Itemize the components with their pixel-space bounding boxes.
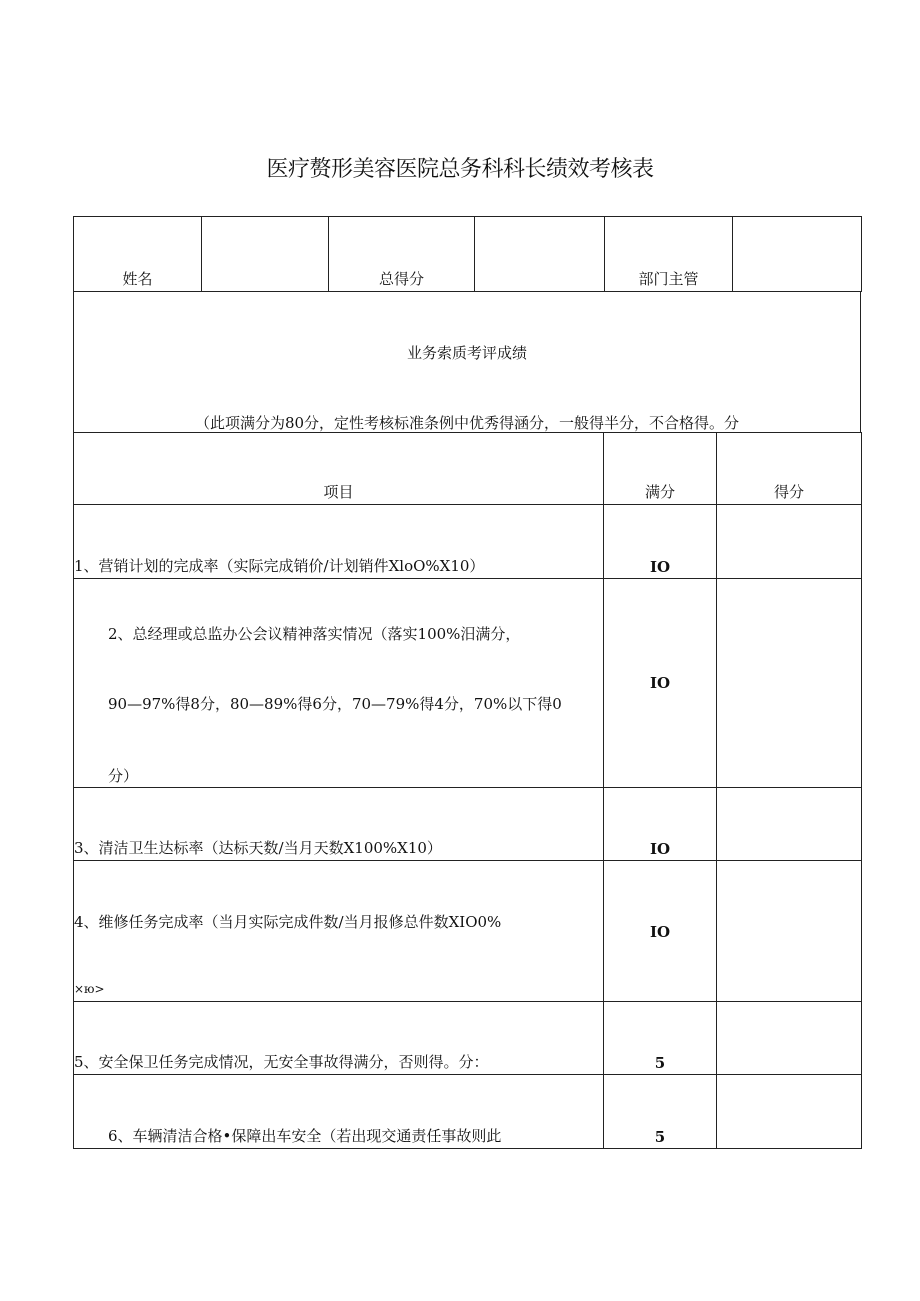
item-text bbox=[74, 861, 604, 1002]
section-cell bbox=[74, 292, 861, 433]
section-note: （此项满分为80分，定性考核标准条例中优秀得涵分，一般得半分，不合格得。分 bbox=[194, 414, 740, 432]
supervisor-label: 部门主管 bbox=[605, 217, 733, 292]
table-row bbox=[74, 579, 862, 788]
item-line: 6、车辆清洁合格•保障出车安全（若出现交通责任事故则此 bbox=[108, 1127, 502, 1145]
item-text bbox=[74, 788, 604, 861]
table-row bbox=[74, 505, 862, 579]
item-score-field[interactable] bbox=[717, 1075, 862, 1149]
item-line: 90—97%得8分，80—89%得6分，70—79%得4分，70%以下得0 bbox=[108, 695, 562, 713]
item-full-score: IO bbox=[604, 788, 717, 861]
item-text bbox=[74, 579, 604, 788]
item-score-field[interactable] bbox=[717, 861, 862, 1002]
total-score-label: 总得分 bbox=[329, 217, 475, 292]
item-full-score: 5 bbox=[604, 1075, 717, 1149]
section-row bbox=[74, 292, 861, 433]
section-title: 业务索质考评成绩 bbox=[406, 344, 527, 362]
table-row bbox=[74, 1002, 862, 1075]
column-item: 项目 bbox=[74, 433, 604, 505]
item-full-score: IO bbox=[604, 505, 717, 579]
item-line: 1、营销计划的完成率（实际完成销价/计划销件XloO%X10） bbox=[74, 557, 485, 575]
item-line: 2、总经理或总监办公会议精神落实情况（落实100%汨满分， bbox=[108, 625, 521, 643]
section-table bbox=[73, 291, 861, 433]
item-score-field[interactable] bbox=[717, 1002, 862, 1075]
table-row bbox=[74, 788, 862, 861]
item-line: 5、安全保卫任务完成情况，无安全事故得满分，否则得。分： bbox=[74, 1053, 489, 1071]
column-score: 得分 bbox=[717, 433, 862, 505]
assessment-sheet bbox=[73, 216, 861, 1149]
item-text bbox=[74, 505, 604, 579]
item-line: 4、维修任务完成率（当月实际完成件数/当月报修总件数XIO0% bbox=[74, 913, 502, 931]
item-text bbox=[74, 1002, 604, 1075]
item-full-score: IO bbox=[649, 923, 671, 941]
header-table bbox=[73, 216, 862, 292]
column-header-row bbox=[74, 433, 862, 505]
item-full-score: IO bbox=[649, 674, 671, 692]
table-row bbox=[74, 861, 862, 1002]
items-table bbox=[73, 432, 862, 1149]
name-field[interactable] bbox=[202, 217, 329, 292]
item-line: 3、清洁卫生达标率（达标天数/当月天数X100%X10） bbox=[74, 839, 442, 857]
item-score-field[interactable] bbox=[717, 505, 862, 579]
supervisor-field[interactable] bbox=[733, 217, 862, 292]
column-full-score: 满分 bbox=[604, 433, 717, 505]
header-row bbox=[74, 217, 862, 292]
item-text bbox=[74, 1075, 604, 1149]
table-row bbox=[74, 1075, 862, 1149]
item-full-score-cell bbox=[604, 861, 717, 1002]
total-score-field[interactable] bbox=[475, 217, 605, 292]
item-score-field[interactable] bbox=[717, 579, 862, 788]
page-title: 医疗赘形美容医院总务科科长绩效考核表 bbox=[266, 157, 654, 182]
item-score-field[interactable] bbox=[717, 788, 862, 861]
name-label: 姓名 bbox=[74, 217, 202, 292]
item-line: ×ю> bbox=[74, 982, 105, 996]
item-full-score-cell bbox=[604, 579, 717, 788]
item-line: 分） bbox=[108, 767, 139, 785]
item-full-score: 5 bbox=[604, 1002, 717, 1075]
